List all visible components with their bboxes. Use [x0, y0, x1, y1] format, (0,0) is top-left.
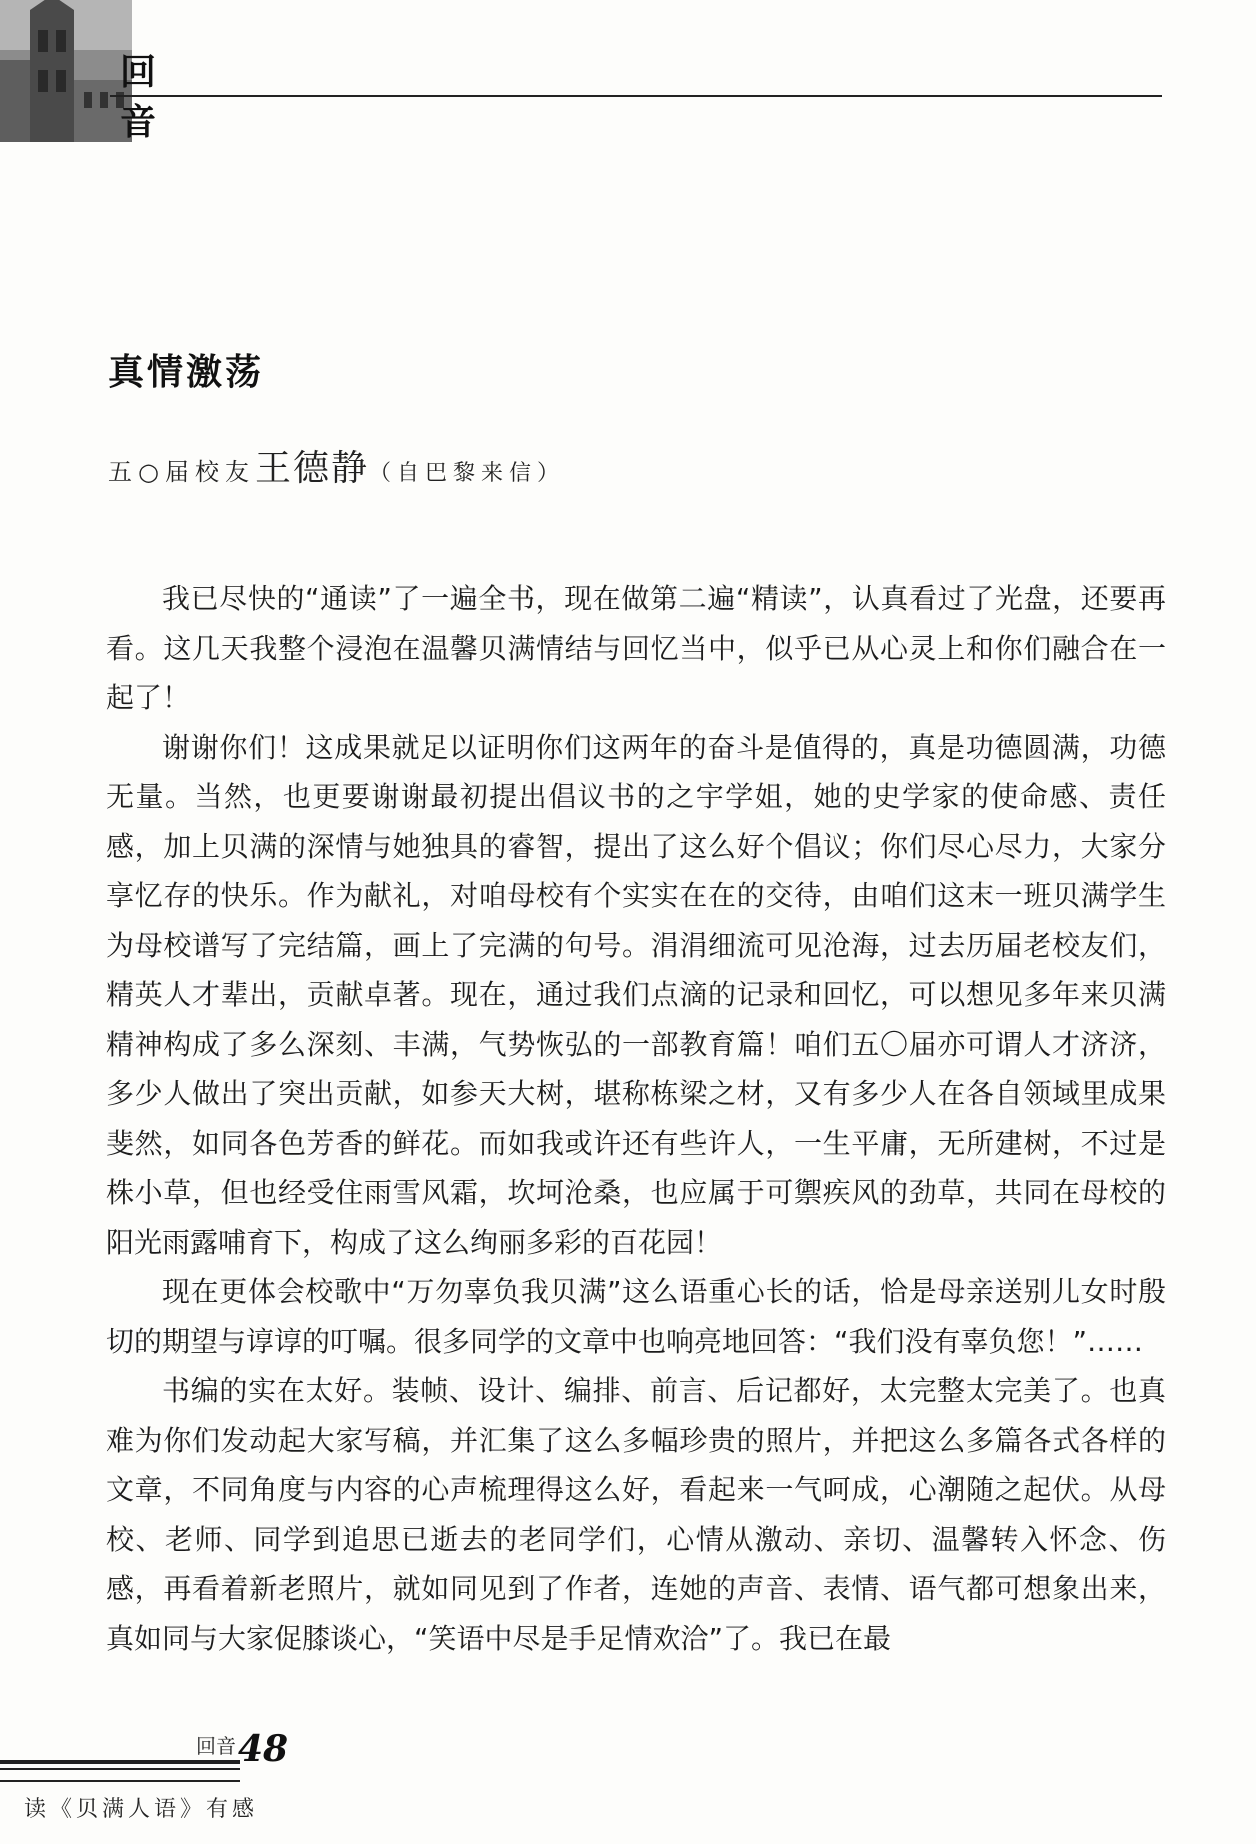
section-mark — [116, 48, 160, 148]
section-mark-char-1: 回 — [119, 52, 156, 93]
byline-author: 王德静 — [254, 448, 369, 489]
page-number: 48 — [238, 1728, 289, 1770]
article-body — [106, 574, 1166, 1663]
footer-rule — [0, 1760, 240, 1782]
header-photo — [0, 0, 132, 142]
paragraph: 书编的实在太好。装帧、设计、编排、前言、后记都好，太完整太完美了。也真难为你们发动起大家写稿，并汇集了这么多幅珍贵的照片，并把这么多篇各式各样的文章，不同角度与内容的心声梳理得这么好，看起来一气呵成，心潮随之起伏。从母校、老师、同学到追思已逝去的老同学们，心情从激动、亲切、温馨转入怀念、伤感，再看着新老照片，就如同见到了作者，连她的声音、表情、语气都可想象出来，真如同与大家促膝谈心，“笑语中尽是手足情欢洽”了。我已在最 — [106, 1374, 1166, 1655]
article-title: 真情激荡 — [108, 352, 265, 393]
paragraph: 谢谢你们！这成果就足以证明你们这两年的奋斗是值得的，真是功德圆满，功德无量。当然，也更要谢谢最初提出倡议书的之宇学姐，她的史学家的使命感、责任感，加上贝满的深情与她独具的睿智，提出了这么好个倡议；你们尽心尽力，大家分享忆存的快乐。作为献礼，对咱母校有个实实在在的交待，由咱们这末一班贝满学生为母校谱写了完结篇，画上了完满的句号。涓涓细流可见沧海，过去历届老校友们，精英人才辈出，贡献卓著。现在，通过我们点滴的记录和回忆，可以想见多年来贝满精神构成了多么深刻、丰满，气势恢弘的一部教育篇！咱们五〇届亦可谓人才济济，多少人做出了突出贡献，如参天大树，堪称栋梁之材，又有多少人在各自领域里成果斐然，如同各色芳香的鲜花。而如我或许还有些许人，一生平庸，无所建树，不过是株小草，但也经受住雨雪风霜，坎坷沧桑，也应属于可禦疾风的劲草，共同在母校的阳光雨露哺育下，构成了这么绚丽多彩的百花园！ — [106, 730, 1166, 1259]
byline-prefix: 五○届校友 — [108, 458, 255, 486]
header-rule — [110, 95, 1162, 97]
church-tower-image — [0, 0, 132, 142]
byline-note: （自巴黎来信） — [368, 461, 565, 486]
paragraph: 现在更体会校歌中“万勿辜负我贝满”这么语重心长的话，恰是母亲送别儿女时殷切的期望与谆谆的叮嘱。很多同学的文章中也响亮地回答：“我们没有辜负您！”…… — [106, 1275, 1166, 1358]
page-footer — [0, 1730, 300, 1844]
paragraph: 我已尽快的“通读”了一遍全书，现在做第二遍“精读”，认真看过了光盘，还要再看。这几天我整个浸泡在温馨贝满情结与回忆当中，似乎已从心灵上和你们融合在一起了！ — [106, 582, 1166, 714]
byline — [108, 440, 565, 491]
footer-section-label: 回音 — [196, 1734, 236, 1758]
footer-caption: 读《贝满人语》有感 — [24, 1797, 259, 1822]
section-mark-char-2: 音 — [119, 102, 156, 143]
